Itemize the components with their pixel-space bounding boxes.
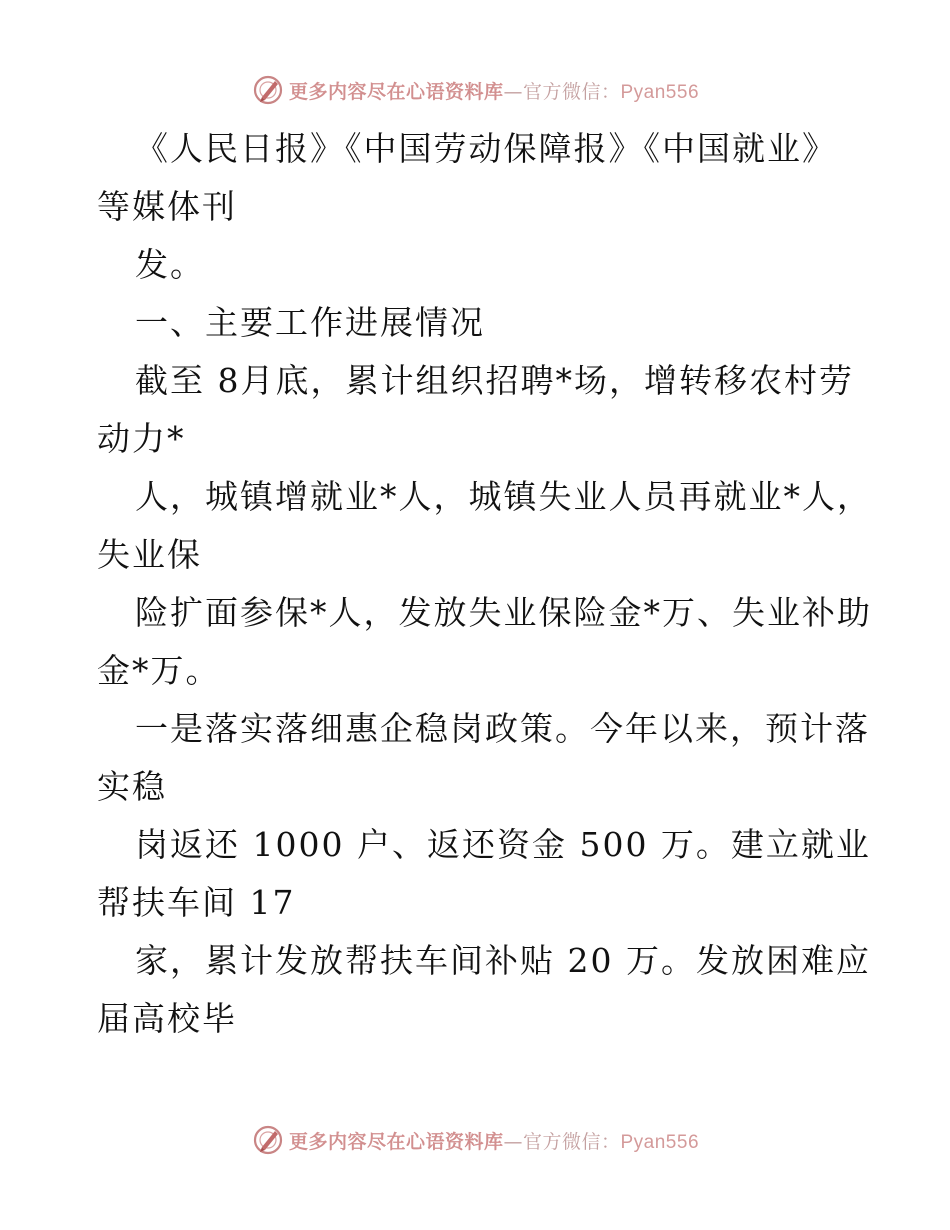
document-line: 一是落实落细惠企稳岗政策。今年以来，预计落 [135, 709, 870, 748]
pen-logo-icon [251, 1123, 285, 1157]
watermark-main-text: 更多内容尽在心语资料库 [288, 80, 504, 103]
watermark-id-text: Pyan556 [620, 1131, 700, 1153]
watermark-text [289, 77, 699, 104]
document-body [97, 120, 872, 1048]
document-line: 截至 8月底，累计组织招聘*场，增转移农村劳 [135, 361, 854, 400]
document-line: 实稳 [97, 767, 167, 806]
watermark-sub-text: —官方微信： [503, 80, 621, 103]
watermark-id-text: Pyan556 [620, 81, 700, 103]
document-line: 岗返还 1000 户、返还资金 500 万。建立就业 [135, 825, 871, 864]
document-line: 人，城镇增就业*人，城镇失业人员再就业*人， [135, 477, 872, 516]
document-line: 失业保 [97, 535, 202, 574]
section-heading: 一、主要工作进展情况 [135, 303, 485, 342]
watermark-main-text: 更多内容尽在心语资料库 [288, 1130, 504, 1153]
watermark-footer [0, 1120, 950, 1160]
document-line: 帮扶车间 17 [97, 883, 296, 922]
document-line: 金*万。 [97, 651, 221, 690]
document-line: 届高校毕 [97, 999, 237, 1038]
watermark-text [289, 1127, 699, 1154]
watermark-header [0, 70, 950, 110]
document-line: 险扩面参保*人，发放失业保险金*万、失业补助 [135, 593, 872, 632]
document-line: 《人民日报》《中国劳动保障报》《中国就业》 [135, 129, 837, 168]
document-line: 等媒体刊 [97, 187, 237, 226]
document-line: 家，累计发放帮扶车间补贴 20 万。发放困难应 [135, 941, 871, 980]
document-line: 动力* [97, 419, 186, 458]
watermark-sub-text: —官方微信： [503, 1130, 621, 1153]
pen-logo-icon [251, 73, 285, 107]
document-line: 发。 [135, 245, 205, 284]
